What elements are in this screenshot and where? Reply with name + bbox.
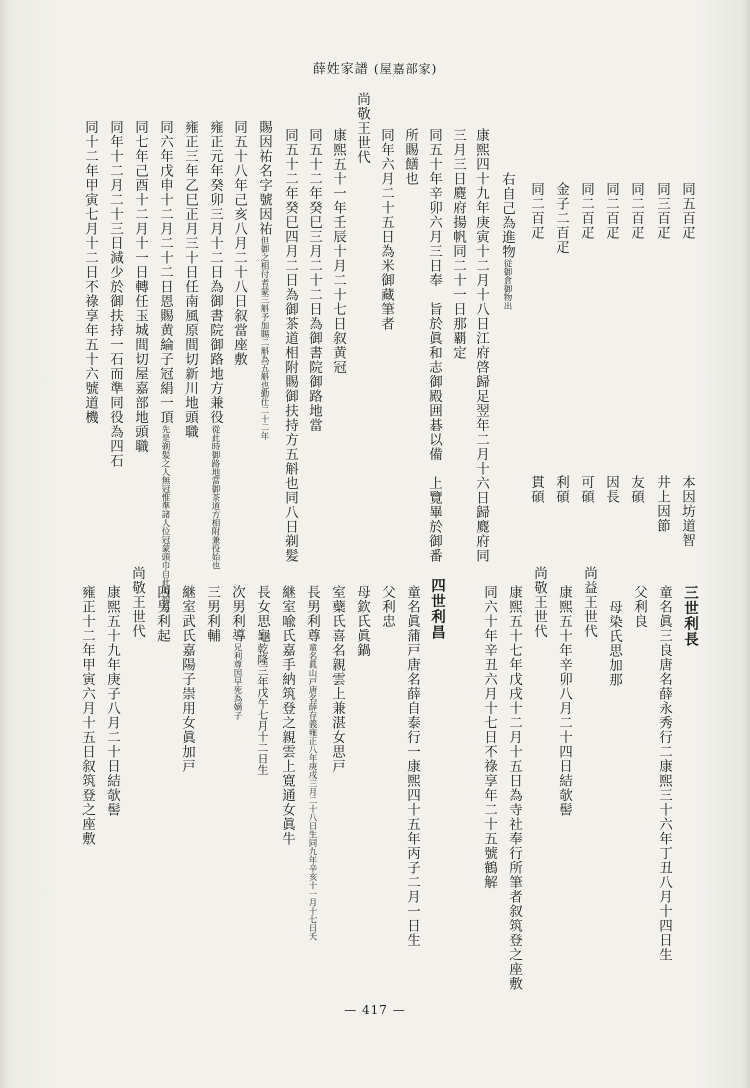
text-column: 康煕五十年辛卯八月二十四日結欹髻 bbox=[556, 585, 572, 817]
text-column bbox=[229, 585, 245, 720]
generation-heading: 四世利昌 bbox=[429, 578, 446, 640]
text-column: 同年十二月二十三日減少於御扶持一石而準同役為四石 bbox=[107, 120, 123, 468]
text-column-recipient: 可碩 bbox=[578, 475, 594, 504]
text-column: 童名眞三良唐名薛永秀行二康煕三十六年丁丑八月十四日生 bbox=[656, 585, 672, 962]
text-column-gift: 同三百疋 bbox=[654, 182, 670, 240]
page-header bbox=[0, 58, 750, 77]
text-segment: 長男利尊 bbox=[304, 585, 320, 643]
text-column: 母染氏思加那 bbox=[606, 600, 622, 687]
text-segment: 次男利導 bbox=[229, 585, 245, 643]
text-column: 継室武氏嘉陽子崇用女眞加戸 bbox=[179, 585, 195, 774]
text-column bbox=[304, 585, 320, 941]
text-column-reign: 尚益王世代 bbox=[581, 566, 597, 639]
text-column: 母欽氏眞鍋 bbox=[354, 585, 370, 658]
text-column: 同五十八年己亥八月二十八日叙當座敷 bbox=[231, 120, 247, 367]
annotation-note: 從此時御路地當御茶道方相附兼役始也 bbox=[210, 424, 220, 569]
generation-heading: 三世利長 bbox=[682, 585, 699, 647]
text-column-reign: 尚敬王世代 bbox=[354, 92, 370, 165]
annotation-note: 童名眞山戸唐名薛存義雍正八年庚戌三月二十八日生同九年辛亥十一月十七日夭 bbox=[307, 643, 317, 941]
text-column: 康煕五十九年庚子八月二十日結欹髻 bbox=[104, 585, 120, 817]
annotation-note: 乾隆三年戊午七月十二日生 bbox=[256, 643, 269, 775]
text-column: 康煕四十九年庚寅十二月十八日江府啓歸足翌年二月十六日歸麑府同 bbox=[473, 128, 489, 563]
text-column: 三月三日麑府揚帆同二十一日那覇定 bbox=[450, 128, 466, 360]
text-column: 同六十年辛丑六月十七日不祿享年二十五號鶴解 bbox=[481, 585, 497, 890]
text-column: 三男利輔 bbox=[204, 585, 220, 643]
text-column bbox=[157, 120, 173, 612]
text-segment: 雍正元年癸卯三月十二日為御書院御路地方兼役 bbox=[207, 120, 223, 425]
text-column: 同七年己酉十二月十一日轉任玉城間切屋嘉部地頭職 bbox=[132, 120, 148, 454]
text-column: 童名眞蒲戸唐名薛自泰行一康煕四十五年丙子二月一日生 bbox=[404, 585, 420, 948]
text-column-recipient: 本因坊道智 bbox=[679, 475, 695, 548]
text-column-reign: 尚敬王世代 bbox=[129, 566, 145, 639]
text-column: 同五十二年癸巳三月二十二日為御書院御路地當 bbox=[306, 128, 322, 433]
header-title: 薛姓家譜 bbox=[312, 62, 369, 77]
text-column: 雍正三年乙巳正月三十日任南風原間切新川地頭職 bbox=[182, 120, 198, 439]
text-column: 室蘗氏喜名親雲上兼湛女思戸 bbox=[329, 585, 345, 774]
text-column: 所賜饍也 bbox=[402, 128, 418, 186]
text-column-recipient: 因長 bbox=[603, 475, 619, 504]
text-column-gift: 同五百疋 bbox=[679, 182, 695, 240]
text-column bbox=[256, 120, 272, 440]
text-column-gift: 同二百疋 bbox=[603, 182, 619, 240]
text-column: 雍正十二年甲寅六月十五日叙筑登之座敷 bbox=[79, 585, 95, 846]
text-column-gift: 同二百疋 bbox=[628, 182, 644, 240]
annotation-note: 従御倉御物出 bbox=[502, 259, 512, 310]
text-column bbox=[254, 585, 270, 775]
text-column-gift: 同二百疋 bbox=[578, 182, 594, 240]
text-column-gift: 同二百疋 bbox=[528, 182, 544, 240]
text-column-recipient: 利碩 bbox=[553, 475, 569, 504]
text-column: 同年六月二十五日為米御藏筆者 bbox=[378, 128, 394, 331]
text-column: 康煕五十一年壬辰十月二十七日叙黄冠 bbox=[330, 128, 346, 375]
text-column: 父利良 bbox=[631, 585, 647, 629]
text-column: 父利忠 bbox=[379, 585, 395, 629]
text-column-recipient: 井上因節 bbox=[654, 475, 670, 533]
text-segment: 賜因祐名字號因祐 bbox=[256, 120, 272, 236]
header-subtitle: (屋嘉部家) bbox=[373, 62, 438, 76]
text-column: 同五十年辛卯六月三日奉 旨於眞和志御殿囲碁以備 上覽畢於御番 bbox=[426, 128, 442, 563]
page-number: — 417 — bbox=[344, 1003, 406, 1017]
text-column-recipient: 友碩 bbox=[628, 475, 644, 504]
text-column: 同五十二年癸巳四月二日為御茶道相附賜御扶持方五斛也同八日剃髪 bbox=[282, 128, 298, 563]
text-column-reign: 尚敬王世代 bbox=[531, 566, 547, 639]
text-column bbox=[499, 172, 515, 310]
text-column: 同十二年甲寅七月十二日不祿享年五十六號道機 bbox=[82, 120, 98, 425]
text-column-recipient: 貫碩 bbox=[528, 475, 544, 504]
text-segment: 同六年戊申十二月二十二日恩賜黄綸子冠絹一頂 bbox=[157, 120, 173, 425]
text-column: 四男利起 bbox=[154, 585, 170, 643]
text-column: 継室喩氏嘉手納筑登之親雲上寛通女眞牛 bbox=[279, 585, 295, 846]
annotation-note: 先是剃髪之人無冠惟準諸人位冠蒙頭巾自此時始矣 bbox=[160, 424, 170, 612]
annotation-note: 兄利尊因早死為嫡子 bbox=[232, 643, 242, 720]
annotation-note: 但御之相付者蒙三斛予加賜二斛為五斛也勤仕二十二年 bbox=[259, 236, 269, 440]
text-column bbox=[207, 120, 223, 569]
text-column-gift: 金子二百疋 bbox=[553, 182, 569, 255]
text-segment: 右自己為進物 bbox=[499, 172, 515, 259]
text-column: 康煕五十七年戊戌十二月十五日為寺社奉行所筆者叙筑登之座敷 bbox=[506, 585, 522, 991]
text-segment: 長女思龜 bbox=[254, 585, 270, 643]
